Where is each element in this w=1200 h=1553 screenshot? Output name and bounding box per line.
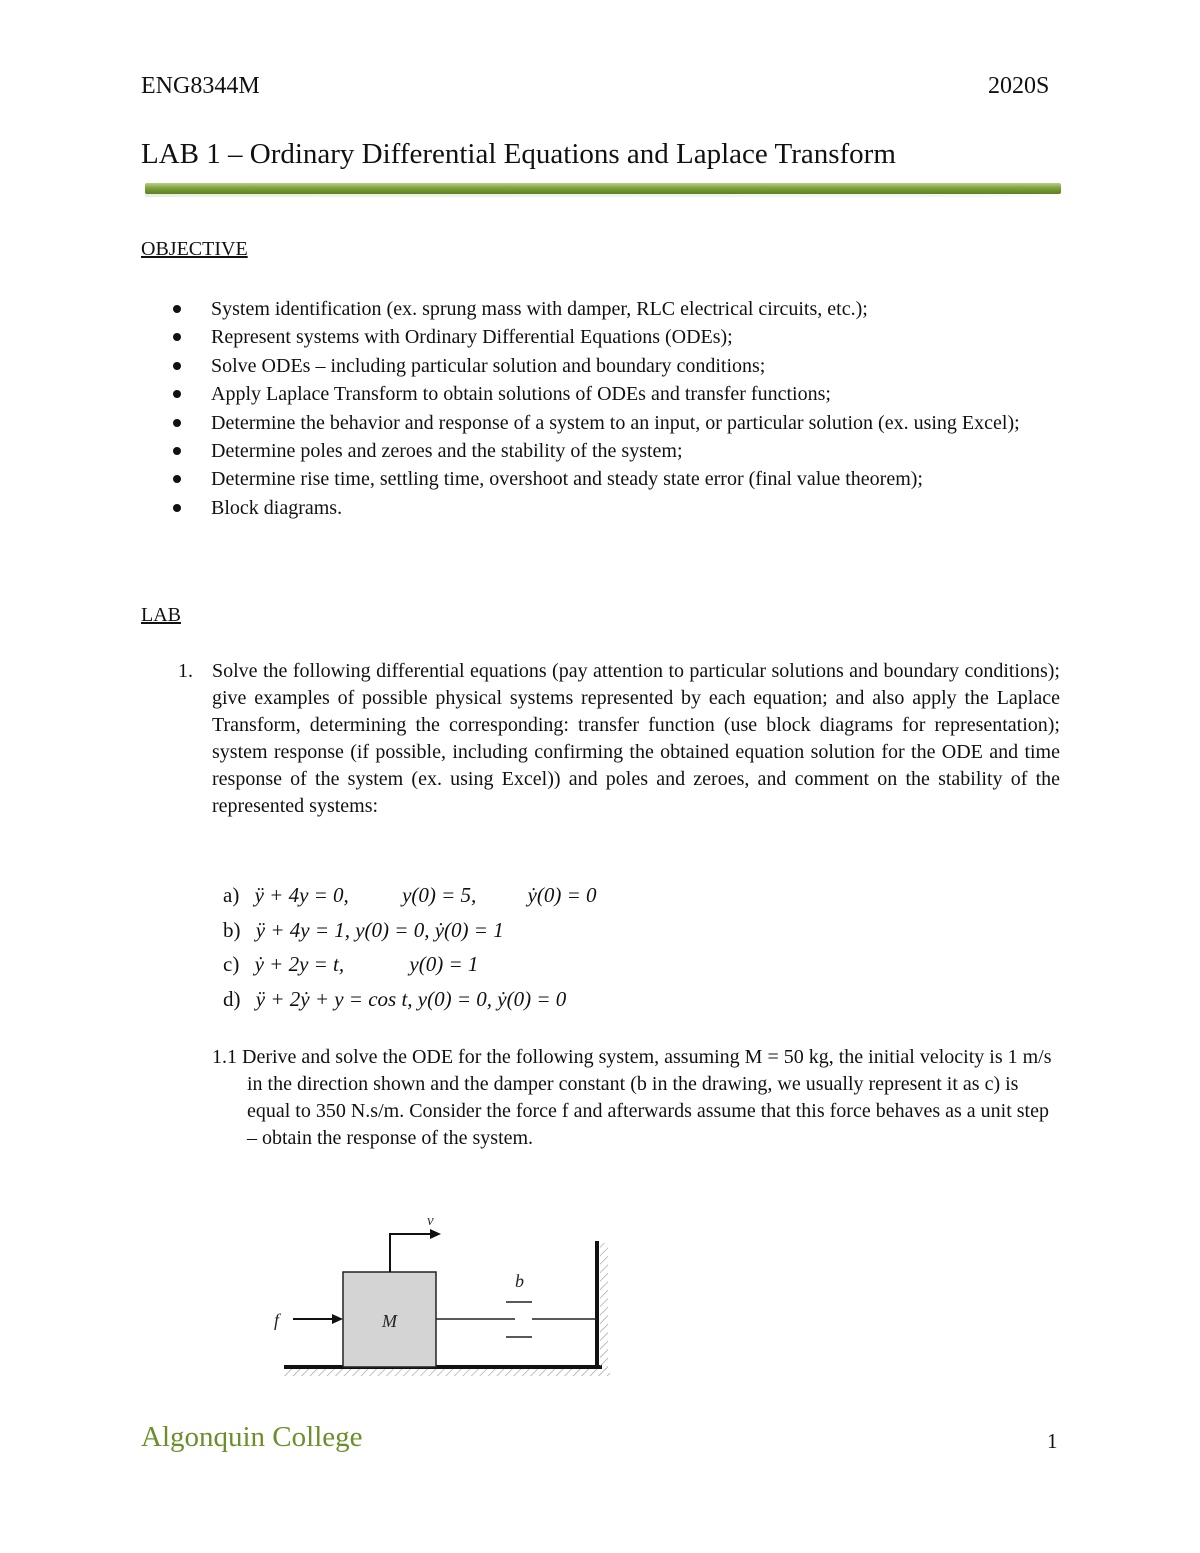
institution-name: Algonquin College xyxy=(141,1421,363,1453)
force-arrowhead xyxy=(332,1314,343,1324)
question-1-text: Solve the following differential equations (pay attention to particular solutions and boundary conditions); give examples of possible physical systems represented by each equation; and also apply the Laplace Transform, determining the corresponding: transfer function (use block diagrams for representation); system response (if possible, including confirming the obtained equation solution for the ODE and time response of the system (ex. using Excel)) and poles and zeroes, and comment on the stability of the represented systems: xyxy=(212,660,1060,817)
list-item: Determine the behavior and response of a system to an input, or particular solution (ex. using Excel); xyxy=(173,409,1063,437)
list-item: Block diagrams. xyxy=(173,494,1063,522)
list-item: Determine rise time, settling time, overshoot and steady state error (final value theorem); xyxy=(173,465,1063,493)
equation-d: d) ÿ + 2ẏ + y = cos t, y(0) = 0, ẏ(0) = 0 xyxy=(223,986,567,1011)
list-item: Solve ODEs – including particular solution and boundary conditions; xyxy=(173,352,1063,380)
list-item: System identification (ex. sprung mass with damper, RLC electrical circuits, etc.); xyxy=(173,295,1063,323)
title-rule xyxy=(145,183,1061,194)
bullet-icon xyxy=(173,333,181,341)
question-1-1 xyxy=(212,1044,1062,1152)
objective-list xyxy=(173,295,1063,522)
velocity-arrow xyxy=(390,1234,432,1272)
course-code: ENG8344M xyxy=(141,73,260,99)
term: 2020S xyxy=(988,73,1050,99)
damper-label: b xyxy=(515,1271,524,1291)
equation-list xyxy=(223,878,597,1016)
list-item: Represent systems with Ordinary Differential Equations (ODEs); xyxy=(173,323,1063,351)
lab-heading: LAB xyxy=(141,604,181,626)
velocity-label: v xyxy=(427,1213,434,1229)
bullet-icon xyxy=(173,419,181,427)
force-label: f xyxy=(274,1310,280,1330)
bullet-icon xyxy=(173,390,181,398)
mass-label: M xyxy=(382,1311,397,1331)
bullet-icon xyxy=(173,305,181,313)
ground-hatching xyxy=(284,1368,610,1376)
question-1-number: 1. xyxy=(178,660,193,682)
velocity-arrowhead xyxy=(430,1229,441,1239)
mass-damper-diagram xyxy=(260,1205,620,1385)
equation-b: b) ÿ + 4y = 1, y(0) = 0, ẏ(0) = 1 xyxy=(223,917,504,942)
bullet-icon xyxy=(173,504,181,512)
page-title: LAB 1 – Ordinary Differential Equations and Laplace Transform xyxy=(141,138,896,170)
page-number: 1 xyxy=(1047,1429,1058,1453)
bullet-icon xyxy=(173,362,181,370)
equation-c: c) ẏ + 2y = t, y(0) = 1 xyxy=(223,952,479,976)
question-1-1-text: 1.1 Derive and solve the ODE for the following system, assuming M = 50 kg, the initial velocity is 1 m/s in the direction shown and the damper constant (b in the drawing, we usually represent it as c) is equal to 350 N.s/m. Consider the force f and afterwards assume that this force behaves as a unit step – obtain the response of the system. xyxy=(212,1046,1052,1149)
bullet-icon xyxy=(173,475,181,483)
list-item: Determine poles and zeroes and the stability of the system; xyxy=(173,437,1063,465)
question-1 xyxy=(178,658,1060,820)
objective-heading: OBJECTIVE xyxy=(141,238,248,260)
list-item: Apply Laplace Transform to obtain solutions of ODEs and transfer functions; xyxy=(173,380,1063,408)
wall-hatching xyxy=(600,1243,608,1369)
equation-a: a) ÿ + 4y = 0, y(0) = 5, ẏ(0) = 0 xyxy=(223,883,597,907)
bullet-icon xyxy=(173,447,181,455)
